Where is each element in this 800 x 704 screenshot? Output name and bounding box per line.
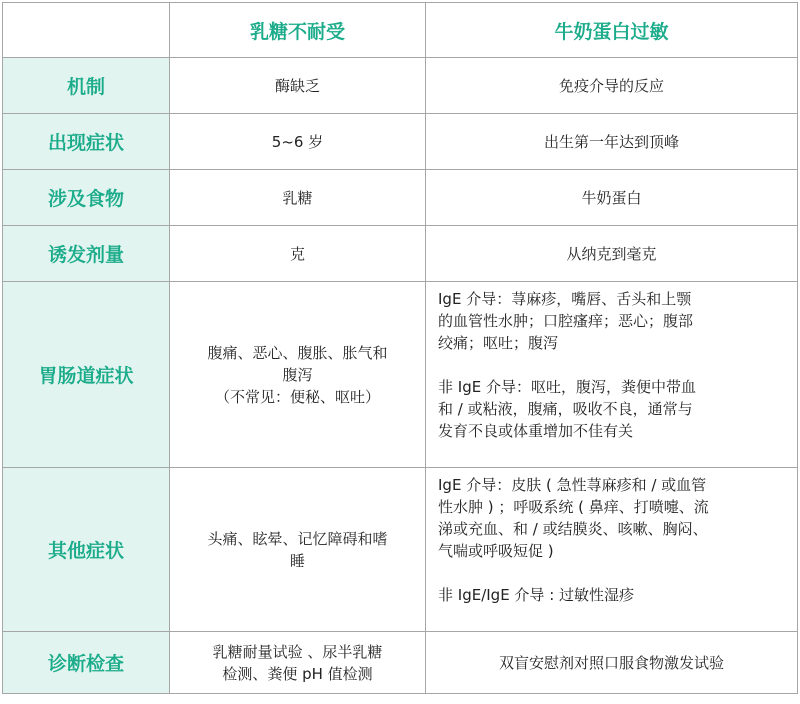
table-row <box>3 114 798 170</box>
non-ige-paragraph <box>438 376 787 442</box>
header-corner <box>3 3 170 58</box>
ige-paragraph <box>438 474 787 562</box>
lactose-cell <box>170 282 426 468</box>
cell-line: 非 IgE/IgE 介导 : 过敏性湿疹 <box>438 586 635 604</box>
row-label: 其他症状 <box>3 468 170 632</box>
lactose-cell: 酶缺乏 <box>170 58 426 114</box>
row-label: 诱发剂量 <box>3 226 170 282</box>
header-milk-allergy: 牛奶蛋白过敏 <box>426 3 798 58</box>
cell-line: 头痛、眩晕、记忆障碍和嗜 <box>207 529 388 548</box>
table-row <box>3 468 798 632</box>
cell-line: （不常见：便秘、呕吐） <box>214 387 380 406</box>
cell-line: 检测、粪便 pH 值检测 <box>222 664 373 683</box>
row-label: 胃肠道症状 <box>3 282 170 468</box>
comparison-table <box>2 2 798 694</box>
lactose-cell: 乳糖 <box>170 170 426 226</box>
table-row <box>3 170 798 226</box>
cell-line: 绞痛；呕吐；腹泻 <box>438 334 559 352</box>
cell-line: 涕或充血、和 / 或结膜炎、咳嗽、胸闷、 <box>438 520 708 538</box>
header-row <box>3 3 798 58</box>
lactose-cell <box>170 632 426 694</box>
header-lactose: 乳糖不耐受 <box>170 3 426 58</box>
table-row <box>3 282 798 468</box>
lactose-cell <box>170 468 426 632</box>
table-row <box>3 632 798 694</box>
milk-allergy-cell <box>426 282 798 468</box>
milk-allergy-cell <box>426 468 798 632</box>
cell-line: 非 IgE 介导：呕吐，腹泻，粪便中带血 <box>438 378 696 396</box>
row-label: 诊断检查 <box>3 632 170 694</box>
cell-line: 气喘或呼吸短促 ) <box>438 542 554 560</box>
lactose-cell: 克 <box>170 226 426 282</box>
cell-line: 和 / 或粘液，腹痛，吸收不良，通常与 <box>438 400 693 418</box>
milk-allergy-cell: 出生第一年达到顶峰 <box>426 114 798 170</box>
non-ige-paragraph <box>438 584 787 606</box>
ige-paragraph <box>438 288 787 354</box>
cell-line: 睡 <box>289 551 305 570</box>
lactose-cell: 5~6 岁 <box>170 114 426 170</box>
table-row <box>3 226 798 282</box>
milk-allergy-cell: 免疫介导的反应 <box>426 58 798 114</box>
cell-line: IgE 介导：皮肤 ( 急性荨麻疹和 / 或血管 <box>438 476 707 494</box>
cell-line: 腹泻 <box>282 365 313 384</box>
milk-allergy-cell: 牛奶蛋白 <box>426 170 798 226</box>
row-label: 机制 <box>3 58 170 114</box>
milk-allergy-cell: 从纳克到毫克 <box>426 226 798 282</box>
cell-line: 性水肿 ) ；呼吸系统 ( 鼻痒、打喷嚏、流 <box>438 498 709 516</box>
cell-line: IgE 介导：荨麻疹，嘴唇、舌头和上颚 <box>438 290 692 308</box>
cell-line: 乳糖耐量试验 、尿半乳糖 <box>212 642 383 661</box>
cell-line: 腹痛、恶心、腹胀、胀气和 <box>207 343 388 362</box>
milk-allergy-cell: 双盲安慰剂对照口服食物激发试验 <box>426 632 798 694</box>
cell-line: 的血管性水肿；口腔瘙痒；恶心；腹部 <box>438 312 694 330</box>
table-row <box>3 58 798 114</box>
row-label: 涉及食物 <box>3 170 170 226</box>
cell-line: 发育不良或体重增加不佳有关 <box>438 422 634 440</box>
row-label: 出现症状 <box>3 114 170 170</box>
